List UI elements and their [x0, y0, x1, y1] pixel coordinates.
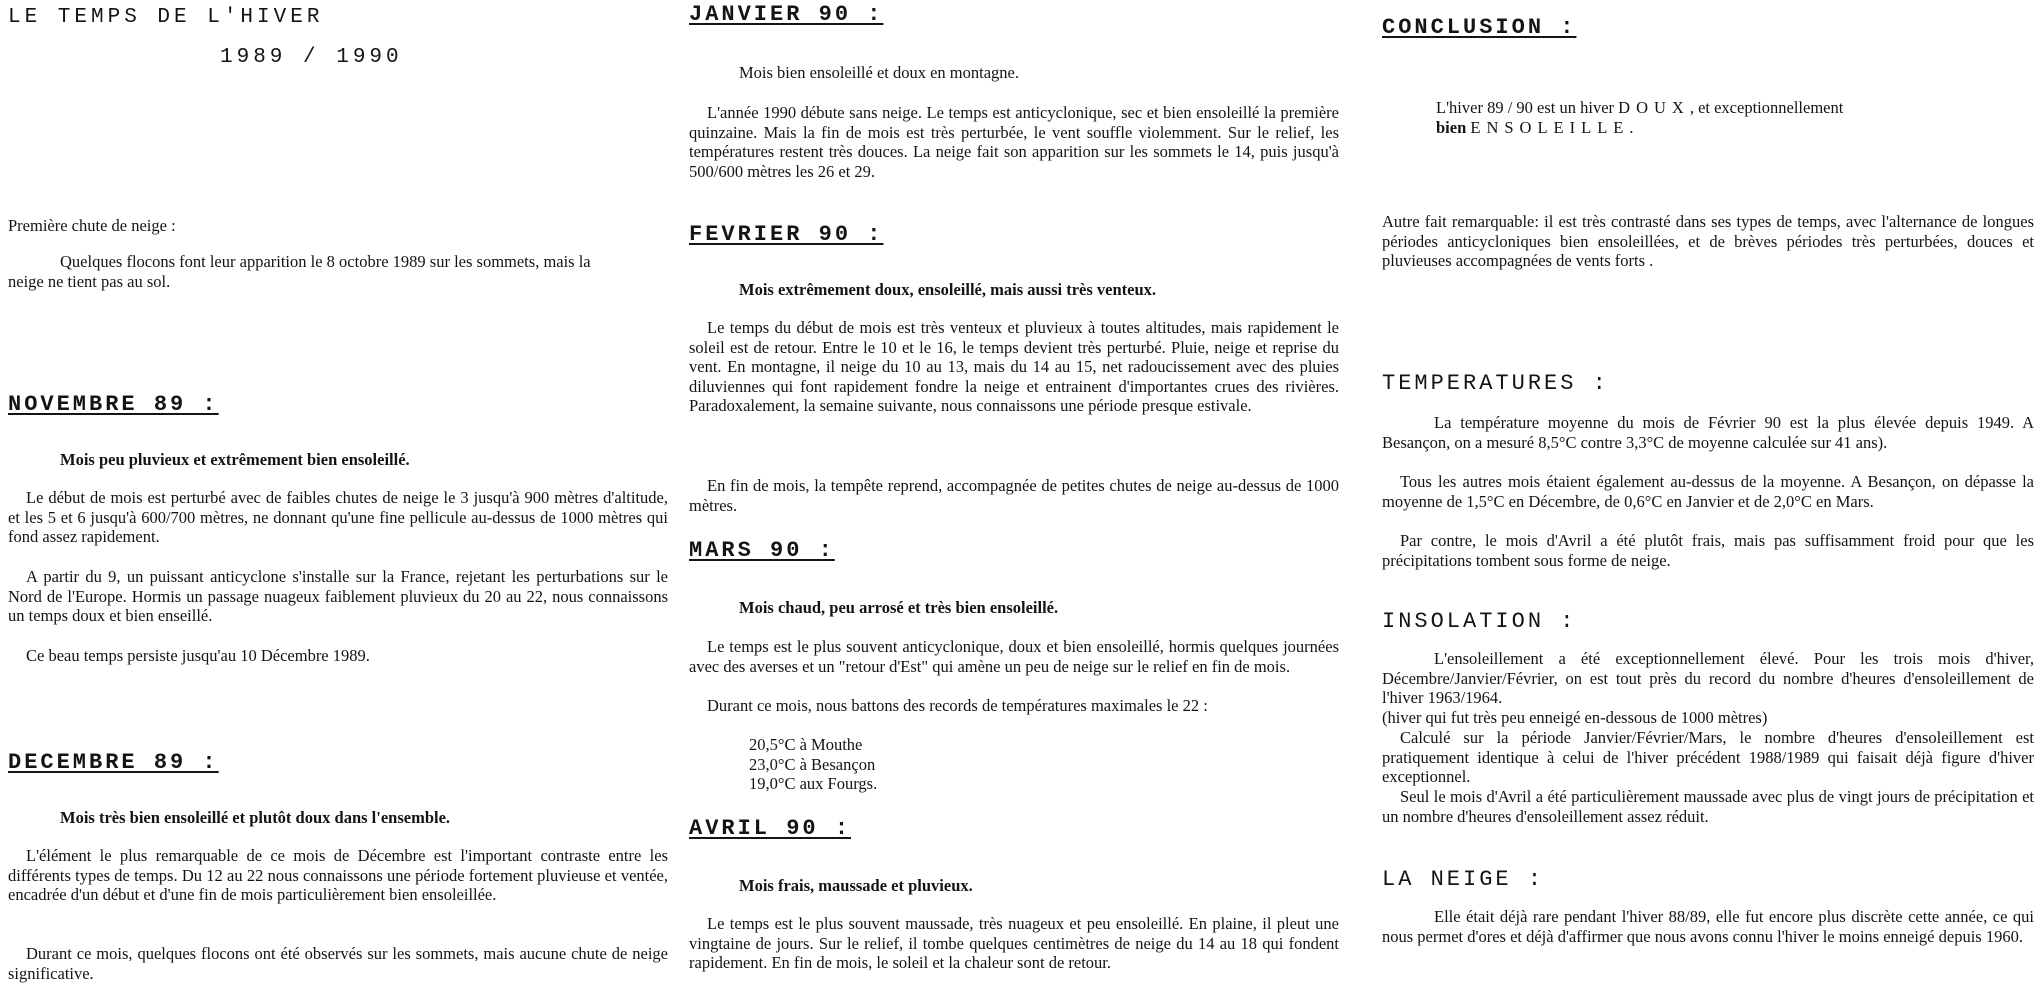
- heading-janvier: JANVIER 90 :: [689, 2, 884, 27]
- first-snow-text: Quelques flocons font leur apparition le 8 octobre 1989 sur les sommets, mais la neige ne tient pas au sol.: [8, 252, 591, 291]
- mars-record-besancon: 23,0°C à Besançon: [749, 754, 876, 774]
- janvier-paragraph-1: L'année 1990 débute sans neige. Le temps est anticyclonique, sec et bien ensoleillé la première quinzaine. Mais la fin de mois est très perturbée, le vent souffle violemment. Sur le relief, les températures restent très douces. La neige fait son apparition sur les sommets le 14, puis jusqu'à 500/600 mètres les 26 et 29.: [689, 103, 1339, 181]
- novembre-paragraph-1: Le début de mois est perturbé avec de faibles chutes de neige le 3 jusqu'à 900 mètres d'altitude, et les 5 et 6 jusqu'à 600/700 mètres, ne donnant qu'une fine pellicule au-dessus de 1000 mètres qui fond assez rapidement.: [8, 488, 668, 547]
- heading-temperatures: TEMPERATURES :: [1382, 371, 1609, 396]
- insolation-paragraph-1b: (hiver qui fut très peu enneigé en-dessous de 1000 mètres): [1382, 708, 1768, 727]
- heading-insolation: INSOLATION :: [1382, 609, 1577, 634]
- conclusion-word-doux: DOUX: [1618, 98, 1690, 117]
- novembre-paragraph-3: Ce beau temps persiste jusqu'au 10 Décembre 1989.: [26, 646, 370, 665]
- conclusion-text-b: , et exceptionnellement: [1689, 98, 1844, 117]
- subtitle-fevrier: Mois extrêmement doux, ensoleillé, mais aussi très venteux.: [739, 280, 1157, 299]
- temperatures-paragraph-2: Tous les autres mois étaient également au-dessus de la moyenne. A Besançon, on dépasse la moyenne de 1,5°C en Décembre, de 0,6°C en Janvier et de 2,0°C en Mars.: [1382, 472, 2034, 511]
- subtitle-decembre: Mois très bien ensoleillé et plutôt doux dans l'ensemble.: [60, 808, 451, 827]
- heading-decembre: DECEMBRE 89 :: [8, 750, 219, 775]
- insolation-paragraph-3: Seul le mois d'Avril a été particulièrement maussade avec plus de vingt jours de précipitation et un nombre d'heures d'ensoleillement assez réduit.: [1382, 787, 2034, 826]
- conclusion-word-ensoleille: ENSOLEILLE.: [1470, 117, 1640, 137]
- heading-fevrier: FEVRIER 90 :: [689, 222, 884, 247]
- first-snow-label: Première chute de neige :: [8, 216, 176, 235]
- subtitle-avril: Mois frais, maussade et pluvieux.: [739, 876, 973, 895]
- fevrier-paragraph-2: En fin de mois, la tempête reprend, accompagnée de petites chutes de neige au-dessus de 1000 mètres.: [689, 476, 1339, 515]
- heading-mars: MARS 90 :: [689, 538, 835, 563]
- mars-record-fourgs: 19,0°C aux Fourgs.: [749, 774, 878, 794]
- heading-neige: LA NEIGE :: [1382, 867, 1545, 892]
- heading-novembre: NOVEMBRE 89 :: [8, 392, 219, 417]
- decembre-paragraph-2: Durant ce mois, quelques flocons ont été observés sur les sommets, mais aucune chute de neige significative.: [8, 944, 668, 983]
- neige-paragraph-1: Elle était déjà rare pendant l'hiver 88/89, elle fut encore plus discrète cette année, ce qui nous permet d'ores et déjà d'affirmer que nous avons connu l'hiver le moins enneigé depuis 1960.: [1382, 907, 2034, 946]
- column-middle: [689, 0, 1339, 1000]
- decembre-paragraph-1: L'élément le plus remarquable de ce mois de Décembre est l'important contraste entre les différents types de temps. Du 12 au 22 nous connaissons une période fortement pluvieuse et ventée, encadrée d'un début et d'une fin de mois particulièrement bien ensoleillée.: [8, 846, 668, 905]
- insolation-paragraph-1: L'ensoleillement a été exceptionnellement élevé. Pour les trois mois d'hiver, Décembre/Janvier/Février, on est tout près du record du nombre d'heures d'ensoleillement de l'hiver 1963/1964.: [1382, 649, 2034, 708]
- conclusion-word-bien: bien: [1436, 117, 1467, 137]
- mars-records-list: [689, 735, 1339, 794]
- temperatures-paragraph-3: Par contre, le mois d'Avril a été plutôt frais, mais pas suffisamment froid pour que les précipitations tombent sous forme de neige.: [1382, 531, 2034, 570]
- conclusion-paragraph-2: Autre fait remarquable: il est très contrasté dans ses types de temps, avec l'alternance de longues périodes anticycloniques bien ensoleillées, et de brèves périodes très perturbées, douces et pluvieuses accompagnées de vents forts .: [1382, 212, 2034, 271]
- document-subtitle-years: 1989 / 1990: [220, 46, 403, 69]
- heading-avril: AVRIL 90 :: [689, 816, 852, 841]
- document-title: LE TEMPS DE L'HIVER: [8, 6, 324, 29]
- subtitle-novembre: Mois peu pluvieux et extrêmement bien ensoleillé.: [60, 450, 410, 469]
- mars-paragraph-2: Durant ce mois, nous battons des records de températures maximales le 22 :: [707, 696, 1208, 715]
- conclusion-text-a: L'hiver 89 / 90 est un hiver: [1436, 98, 1615, 117]
- novembre-paragraph-2: A partir du 9, un puissant anticyclone s'installe sur la France, rejetant les perturbations sur le Nord de l'Europe. Hormis un passage nuageux faiblement pluvieux du 20 au 22, nous connaissons un temps doux et bien enseillé.: [8, 567, 668, 626]
- column-left: [8, 0, 668, 1000]
- subtitle-mars: Mois chaud, peu arrosé et très bien ensoleillé.: [739, 598, 1059, 617]
- mars-paragraph-1: Le temps est le plus souvent anticyclonique, doux et bien ensoleillé, hormis quelques journées avec des averses et un "retour d'Est" qui amène un peu de neige sur le relief en fin de mois.: [689, 637, 1339, 676]
- subtitle-janvier: Mois bien ensoleillé et doux en montagne.: [739, 63, 1019, 82]
- conclusion-paragraph-1: [1436, 98, 2034, 137]
- insolation-paragraph-2: Calculé sur la période Janvier/Février/Mars, le nombre d'heures d'ensoleillement est pratiquement identique à celui de l'hiver précédent 1988/1989 qui faisait déjà figure d'hiver exceptionnel.: [1382, 728, 2034, 787]
- fevrier-paragraph-1: Le temps du début de mois est très venteux et pluvieux à toutes altitudes, mais rapidement le soleil est de retour. Entre le 10 et le 16, le temps devient très perturbé. Pluie, neige et reprise du vent. En montagne, il neige du 10 au 13, mais du 14 au 15, net radoucissement avec des pluies diluviennes qui font rapidement fondre la neige et entrainent d'importantes crues des rivières. Paradoxalement, la semaine suivante, nous connaissons une période presque estivale.: [689, 318, 1339, 416]
- heading-conclusion: CONCLUSION :: [1382, 15, 1577, 40]
- column-right: [1382, 0, 2034, 1000]
- mars-record-mouthe: 20,5°C à Mouthe: [749, 735, 863, 754]
- temperatures-paragraph-1: La température moyenne du mois de Février 90 est la plus élevée depuis 1949. A Besançon, on a mesuré 8,5°C contre 3,3°C de moyenne calculée sur 41 ans).: [1382, 413, 2034, 452]
- avril-paragraph-1: Le temps est le plus souvent maussade, très nuageux et peu ensoleillé. En plaine, il pleut une vingtaine de jours. Sur le relief, il tombe quelques centimètres de neige du 14 au 18 qui fondent rapidement. En fin de mois, le soleil et la chaleur sont de retour.: [689, 914, 1339, 973]
